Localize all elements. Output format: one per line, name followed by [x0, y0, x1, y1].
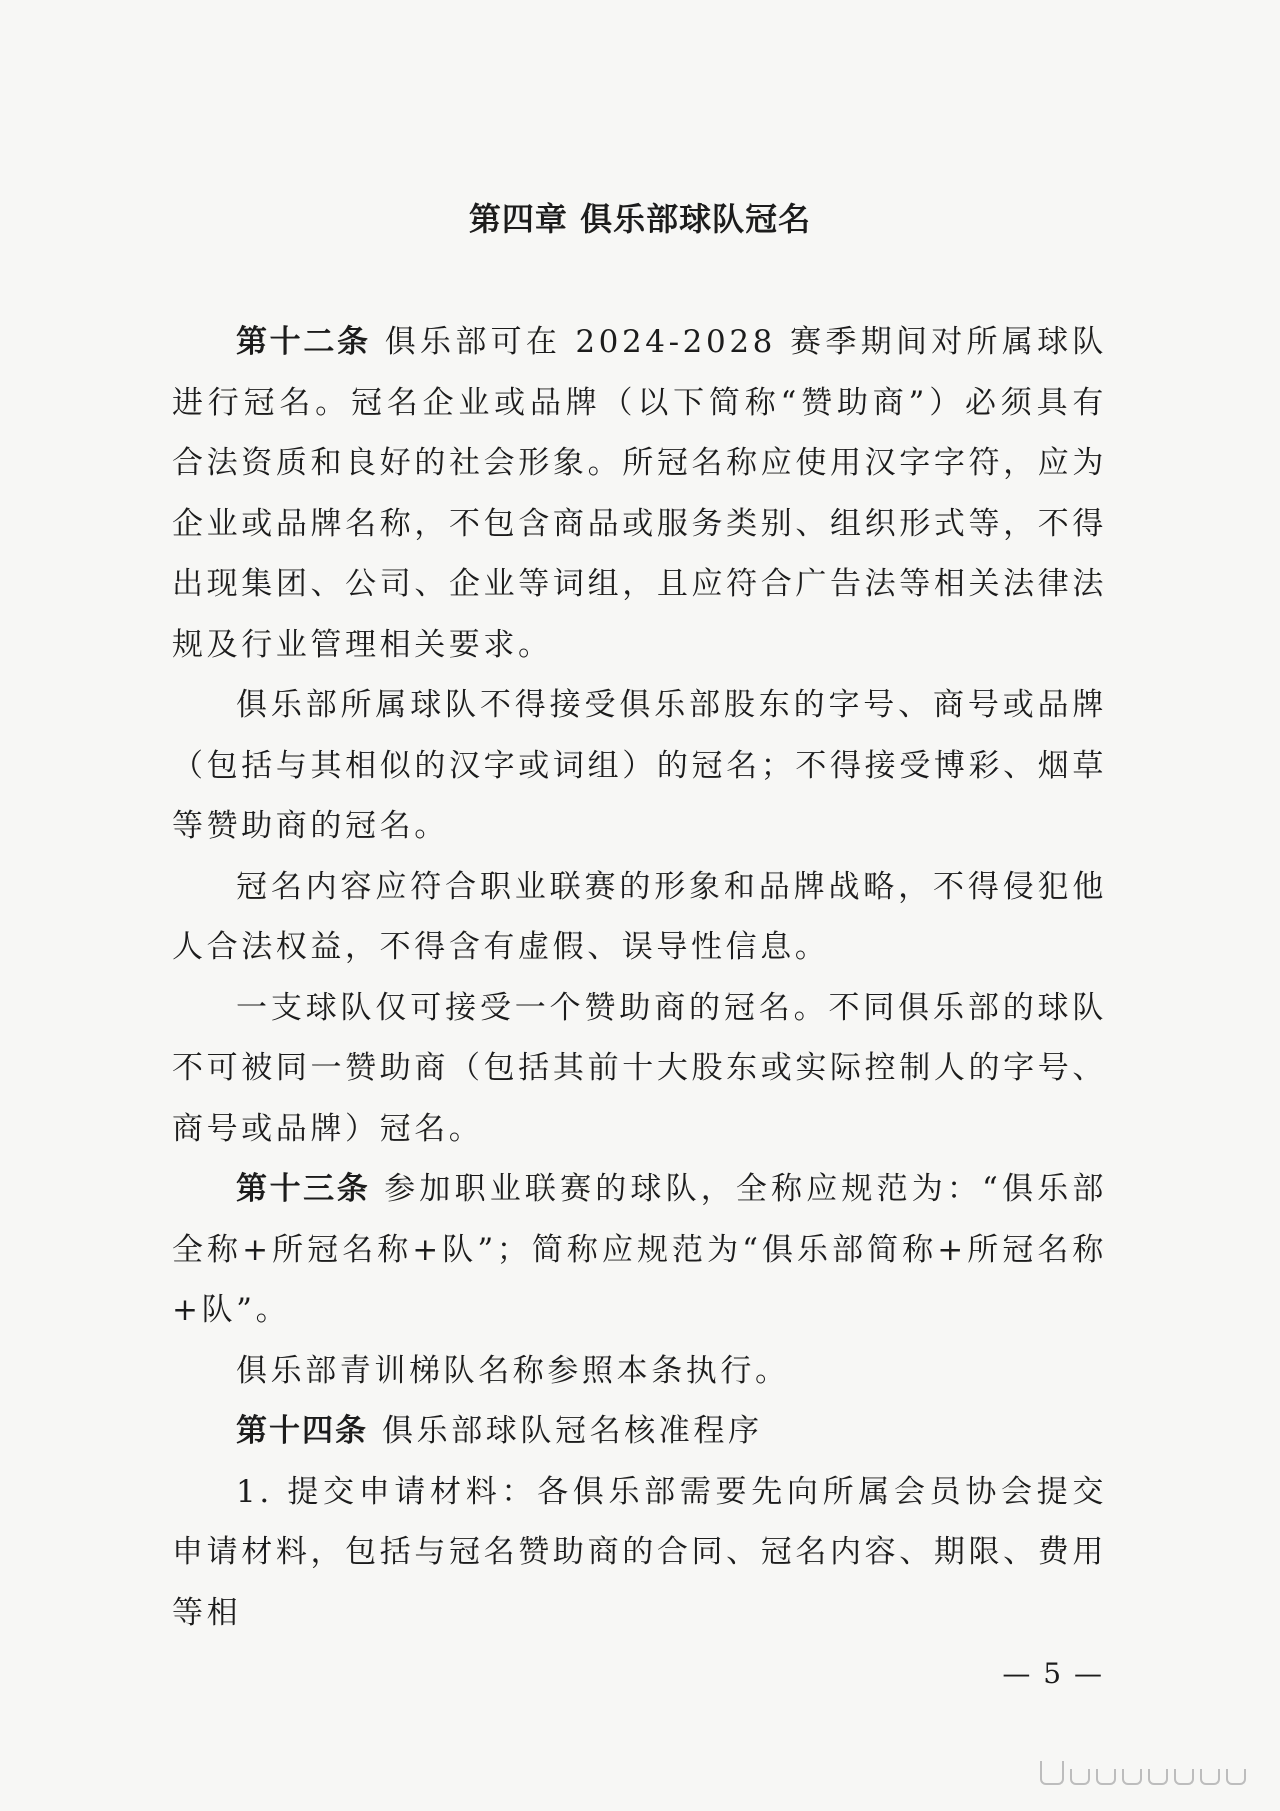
article-label: 第十二条 [236, 324, 371, 360]
article-label: 第十三条 [236, 1171, 371, 1207]
paragraph-text: 俱乐部球队冠名核准程序 [382, 1413, 763, 1449]
chapter-title: 第四章 俱乐部球队冠名 [468, 200, 812, 238]
page-number: — 5 — [1002, 1657, 1104, 1690]
paragraph [172, 857, 1107, 978]
paragraph [172, 1341, 1107, 1402]
paragraph [172, 675, 1107, 857]
paragraph [172, 1462, 1107, 1644]
article-13-paragraph [172, 1159, 1107, 1341]
paragraph-text: 俱乐部所属球队不得接受俱乐部股东的字号、商号或品牌（包括与其相似的汉字或词组）的冠名；不得接受博彩、烟草等赞助商的冠名。 [172, 687, 1107, 844]
paragraph-text: 一支球队仅可接受一个赞助商的冠名。不同俱乐部的球队不可被同一赞助商（包括其前十大股东或实际控制人的字号、商号或品牌）冠名。 [172, 989, 1107, 1147]
paragraph-text: 俱乐部可在 2024-2028 赛季期间对所属球队进行冠名。冠名企业或品牌（以下简称“赞助商”）必须具有合法资质和良好的社会形象。所冠名称应使用汉字字符，应为企业或品牌名称，不包含商品或服务类别、组织形式等，不得出现集团、公司、企业等词组，且应符合广告法等相关法律法规及行业管理相关要求。 [172, 324, 1108, 663]
paragraph-text: 俱乐部青训梯队名称参照本条执行。 [236, 1352, 790, 1389]
article-12-paragraph [172, 312, 1107, 675]
paragraph-text: 参加职业联赛的球队，全称应规范为：“俱乐部全称+所冠名称+队”；简称应规范为“俱乐部简称+所冠名称+队”。 [172, 1171, 1108, 1328]
document-body [172, 312, 1107, 1643]
paragraph-text: 冠名内容应符合职业联赛的形象和品牌战略，不得侵犯他人合法权益，不得含有虚假、误导性信息。 [172, 868, 1107, 965]
article-label: 第十四条 [236, 1413, 368, 1449]
paragraph-text: 1. 提交申请材料：各俱乐部需要先向所属会员协会提交申请材料，包括与冠名赞助商的合同、冠名内容、期限、费用等相 [172, 1473, 1107, 1631]
paragraph [172, 978, 1107, 1160]
article-14-paragraph [172, 1401, 1107, 1462]
scan-watermark-mark [1040, 1759, 1250, 1785]
